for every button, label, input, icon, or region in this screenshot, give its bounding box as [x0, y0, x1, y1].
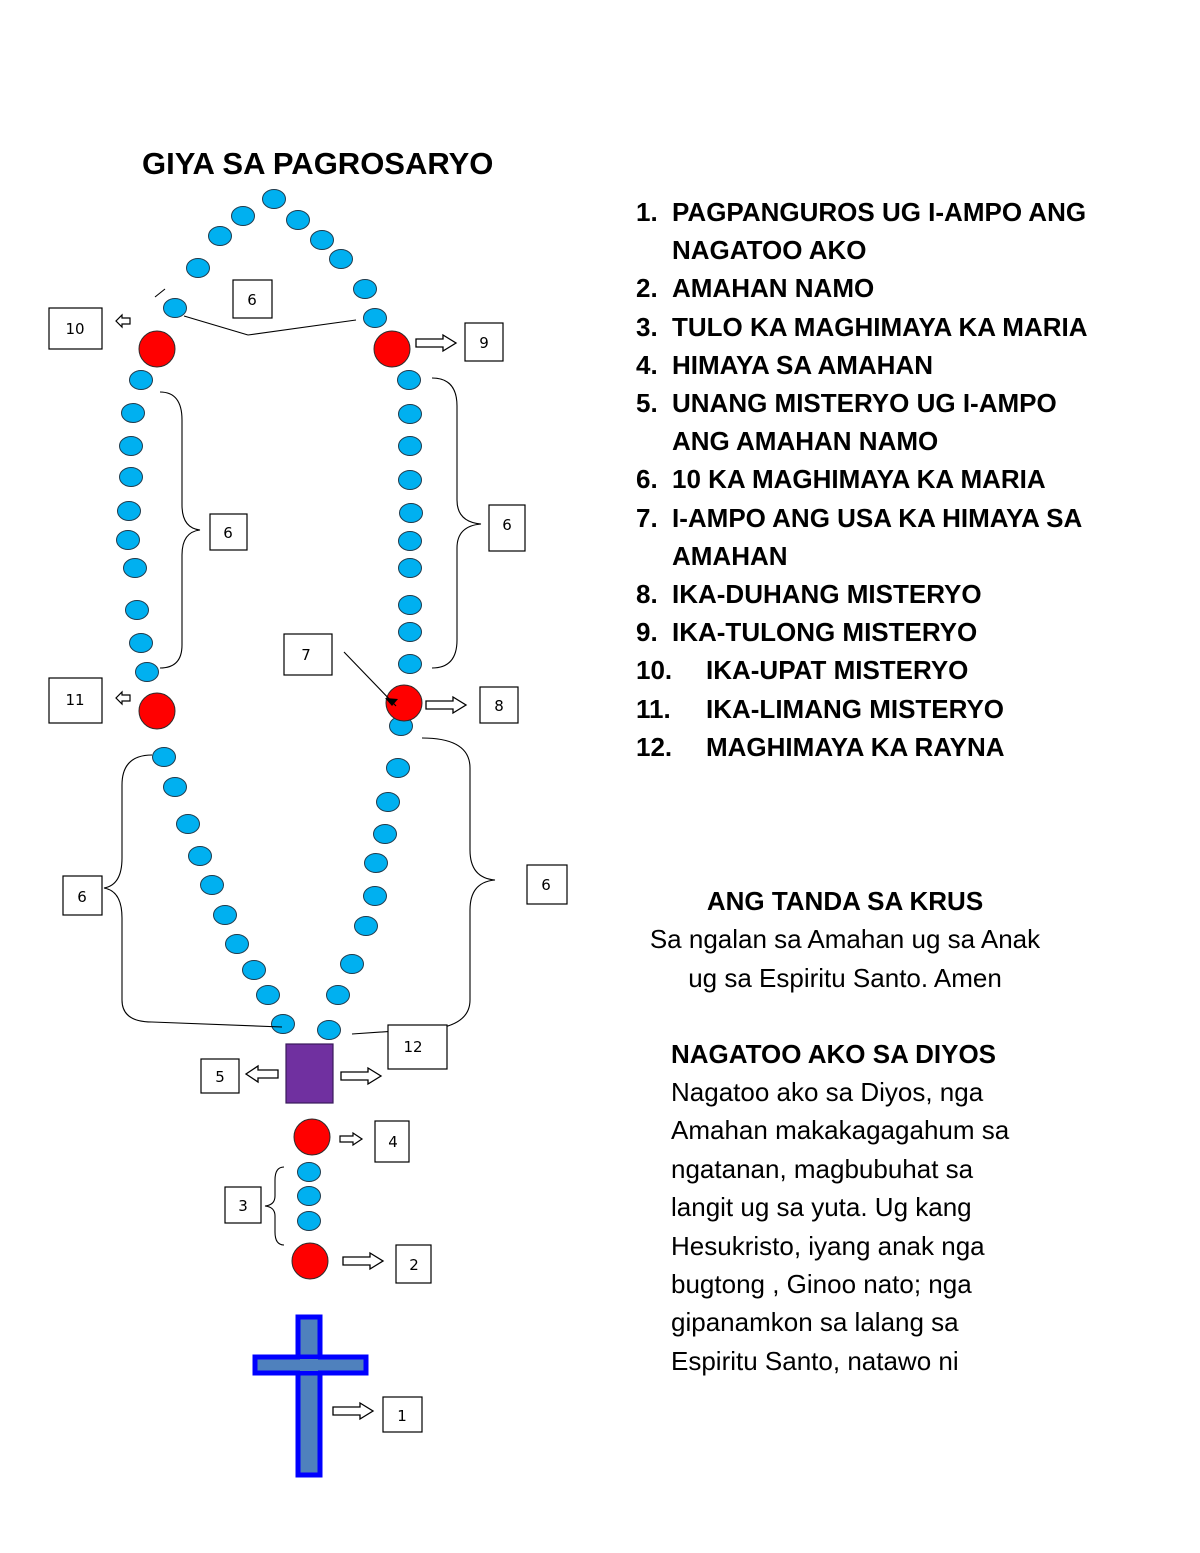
brace-left-lower	[104, 755, 282, 1027]
hail-mary-bead	[164, 299, 187, 318]
step-number: 8.	[636, 579, 658, 610]
hail-mary-bead	[272, 1015, 295, 1034]
hail-mary-bead	[117, 531, 140, 550]
hail-mary-bead	[377, 793, 400, 812]
hail-mary-bead	[341, 955, 364, 974]
creed-line: gipanamkon sa lalang sa	[671, 1307, 959, 1338]
step-number: 2.	[636, 273, 658, 304]
hail-mary-bead	[364, 887, 387, 906]
step-text: IKA-UPAT MISTERYO	[706, 655, 969, 686]
creed-line: Hesukristo, iyang anak nga	[671, 1230, 985, 1261]
label-6-top: 6	[247, 291, 257, 309]
creed-heading: NAGATOO AKO SA DIYOS	[671, 1039, 997, 1069]
hail-mary-bead	[399, 405, 422, 424]
hail-mary-bead	[330, 250, 353, 269]
arrow-2	[343, 1253, 383, 1269]
hail-mary-bead	[287, 211, 310, 230]
glory-be-bead	[294, 1119, 330, 1155]
step-item	[636, 613, 1106, 651]
hail-mary-bead	[214, 906, 237, 925]
hail-mary-bead	[201, 876, 224, 895]
hail-mary-bead	[187, 259, 210, 278]
arrow-11	[116, 692, 130, 704]
step-number: 9.	[636, 617, 658, 648]
label-7: 7	[301, 646, 311, 664]
hail-mary-bead	[399, 471, 422, 490]
hail-mary-bead	[318, 1021, 341, 1040]
hail-mary-bead	[399, 623, 422, 642]
step-number: 4.	[636, 349, 658, 380]
sign-of-cross-heading: ANG TANDA SA KRUS	[706, 886, 984, 916]
step-number: 11.	[636, 693, 671, 724]
hail-mary-bead	[164, 778, 187, 797]
step-item	[636, 193, 1106, 269]
hail-mary-bead	[399, 437, 422, 456]
hail-mary-bead	[136, 663, 159, 682]
hail-mary-bead	[263, 190, 286, 209]
creed-line: Espiritu Santo, natawo ni	[671, 1345, 959, 1376]
creed-line: Amahan makakagagahum sa	[671, 1115, 1010, 1146]
hail-mary-bead	[298, 1187, 321, 1206]
step-item	[636, 499, 1106, 575]
hail-mary-bead	[399, 532, 422, 551]
hail-mary-bead	[365, 854, 388, 873]
step-number: 7.	[636, 502, 658, 533]
step-text: TULO KA MAGHIMAYA KA MARIA	[672, 311, 1088, 342]
label-1: 1	[397, 1407, 407, 1425]
step-number: 3.	[636, 311, 658, 342]
step-number: 6.	[636, 464, 658, 495]
creed-line: langit ug sa yuta. Ug kang	[671, 1192, 972, 1223]
step-item	[636, 728, 1106, 766]
arrow-12	[341, 1068, 381, 1084]
label-3: 3	[238, 1197, 248, 1215]
sign-of-cross-section	[620, 882, 1070, 998]
label-6-left-lower: 6	[77, 888, 87, 906]
label-8: 8	[494, 697, 504, 715]
step-item	[636, 575, 1106, 613]
arrow-4	[340, 1133, 362, 1145]
our-father-bead-9	[374, 331, 410, 367]
hail-mary-bead	[120, 437, 143, 456]
our-father-bead-2	[292, 1243, 328, 1279]
hail-mary-bead	[355, 917, 378, 936]
step-text: AMAHAN NAMO	[672, 273, 875, 304]
hail-mary-bead	[374, 825, 397, 844]
hail-mary-bead	[177, 815, 200, 834]
hail-mary-bead	[399, 559, 422, 578]
connector-lines	[155, 289, 398, 706]
hail-mary-bead	[118, 502, 141, 521]
label-2: 2	[409, 1256, 419, 1274]
step-text: 10 KA MAGHIMAYA KA MARIA	[672, 464, 1046, 495]
center-piece	[286, 1044, 333, 1103]
label-4: 4	[388, 1133, 398, 1151]
step-item	[636, 269, 1106, 307]
hail-mary-bead	[122, 404, 145, 423]
hail-mary-bead	[130, 634, 153, 653]
hail-mary-bead	[364, 309, 387, 328]
brace-left-upper	[160, 392, 200, 668]
hail-mary-bead	[398, 371, 421, 390]
hail-mary-bead	[153, 748, 176, 767]
step-item	[636, 690, 1106, 728]
label-6-right-upper: 6	[502, 516, 512, 534]
arrow-5	[246, 1066, 278, 1082]
step-text: MAGHIMAYA KA RAYNA	[706, 731, 1005, 762]
hail-mary-bead	[120, 468, 143, 487]
hail-mary-bead	[126, 601, 149, 620]
step-text: PAGPANGUROS UG I-AMPO ANG NAGATOO AKO	[672, 197, 1087, 266]
step-number: 1.	[636, 197, 658, 227]
decade-braces	[104, 378, 495, 1245]
step-item	[636, 346, 1106, 384]
step-text: UNANG MISTERYO UG I-AMPO ANG AMAHAN NAMO	[672, 388, 1057, 457]
our-father-bead-11	[139, 693, 175, 729]
hail-mary-bead	[298, 1163, 321, 1182]
sign-of-cross-line-2: ug sa Espiritu Santo. Amen	[688, 963, 1002, 993]
brace-right-lower	[352, 738, 495, 1034]
step-text: HIMAYA SA AMAHAN	[672, 349, 933, 380]
creed-line: bugtong , Ginoo nato; nga	[671, 1269, 972, 1300]
hail-mary-bead	[400, 504, 423, 523]
hail-mary-bead	[399, 596, 422, 615]
arrow-10	[116, 315, 130, 327]
hail-mary-bead	[311, 231, 334, 250]
label-9: 9	[479, 334, 489, 352]
label-6-right-lower: 6	[541, 876, 551, 894]
label-12: 12	[403, 1038, 423, 1056]
step-number: 10.	[636, 655, 673, 686]
step-item	[636, 384, 1106, 460]
hail-mary-bead	[327, 986, 350, 1005]
creed-line: Nagatoo ako sa Diyos, nga	[671, 1077, 984, 1107]
arrow-9	[416, 335, 456, 351]
creed-line: ngatanan, magbubuhat sa	[671, 1153, 974, 1184]
hail-mary-bead	[130, 371, 153, 390]
label-10: 10	[65, 320, 85, 338]
label-5: 5	[215, 1068, 225, 1086]
step-item	[636, 308, 1106, 346]
hail-mary-bead	[232, 207, 255, 226]
brace-three	[265, 1167, 284, 1245]
label-11: 11	[65, 691, 85, 709]
step-number: 5.	[636, 388, 658, 419]
hail-mary-bead	[298, 1212, 321, 1231]
step-item	[636, 460, 1106, 498]
hail-mary-bead	[189, 847, 212, 866]
step-text: I-AMPO ANG USA KA HIMAYA SA AMAHAN	[672, 502, 1082, 571]
step-text: IKA-TULONG MISTERYO	[672, 617, 978, 648]
hail-mary-bead	[387, 759, 410, 778]
crucifix-icon	[255, 1317, 366, 1475]
page-title: GIYA SA PAGROSARYO	[142, 146, 494, 181]
hail-mary-bead	[257, 986, 280, 1005]
hail-mary-bead	[243, 961, 266, 980]
hail-mary-bead	[354, 280, 377, 299]
creed-section	[671, 1035, 1071, 1380]
our-father-bead-10	[139, 331, 175, 367]
step-number: 12.	[636, 731, 673, 762]
arrow-8	[426, 697, 466, 713]
sign-of-cross-line-1: Sa ngalan sa Amahan ug sa Anak	[649, 924, 1041, 954]
arrow-1	[333, 1403, 373, 1419]
step-text: IKA-DUHANG MISTERYO	[672, 579, 982, 610]
hail-mary-bead	[124, 559, 147, 578]
step-text: IKA-LIMANG MISTERYO	[706, 693, 1005, 724]
steps-list	[636, 193, 1106, 766]
step-item	[636, 651, 1106, 689]
hail-mary-bead	[226, 935, 249, 954]
label-6-left-upper: 6	[223, 524, 233, 542]
brace-right-upper	[432, 378, 481, 668]
hail-mary-bead	[399, 655, 422, 674]
hail-mary-bead	[209, 227, 232, 246]
